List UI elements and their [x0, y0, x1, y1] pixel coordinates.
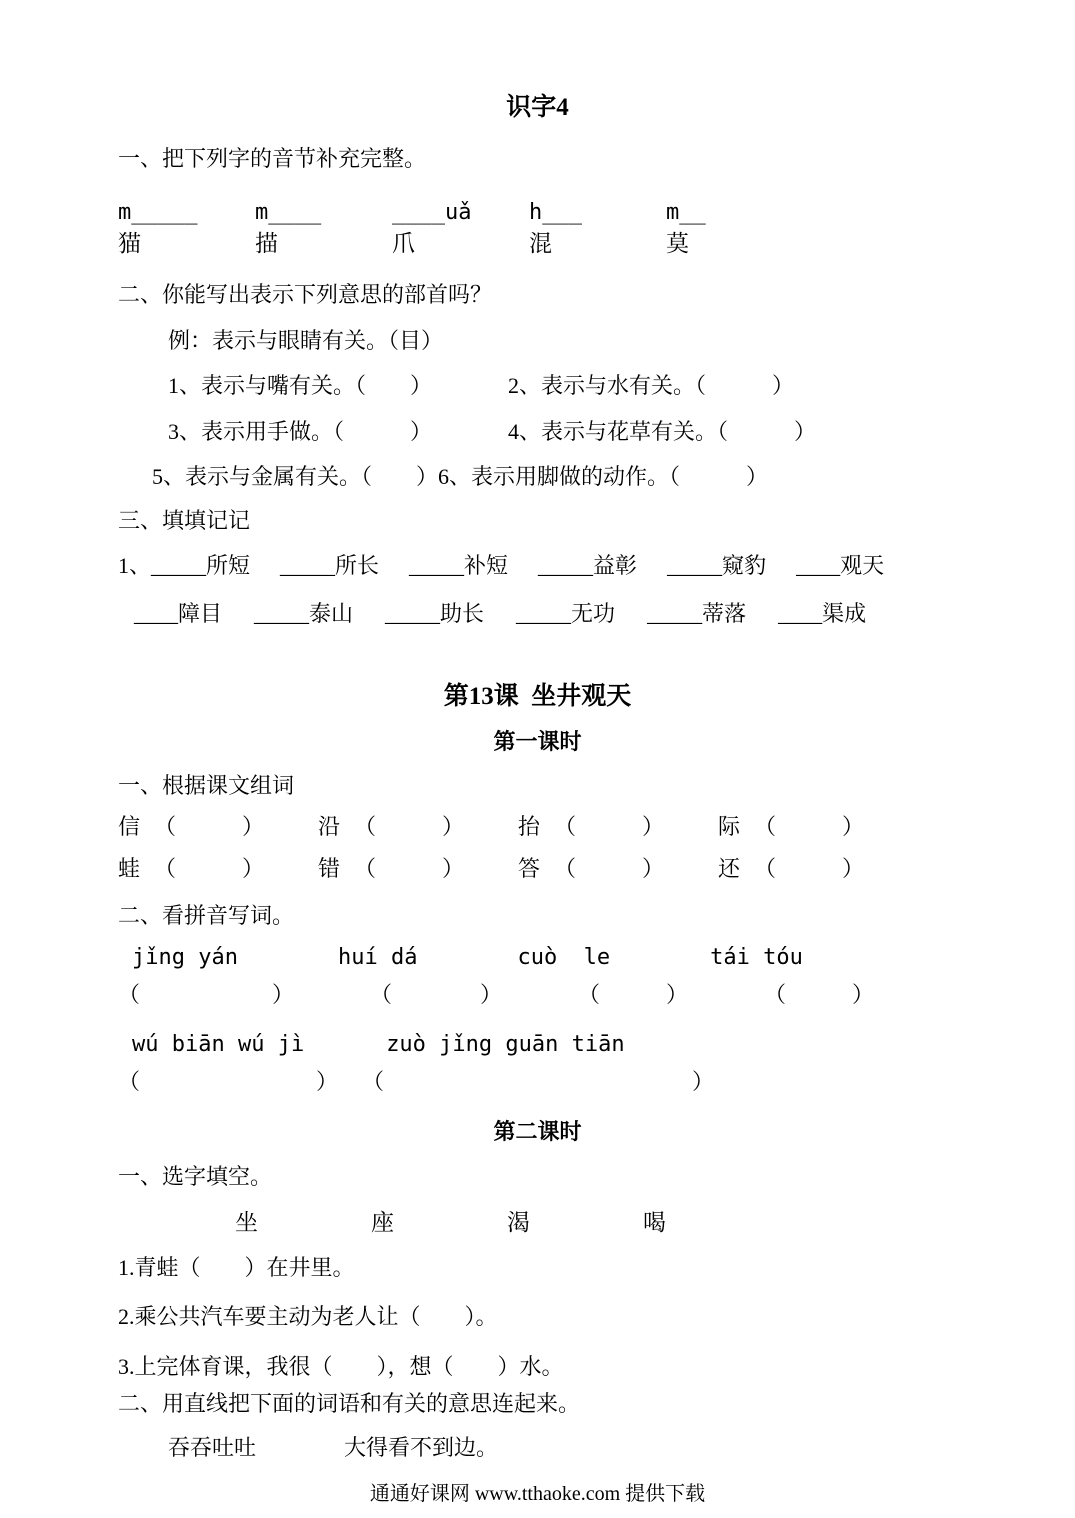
- hanzi-char: 蛙: [118, 855, 141, 881]
- hanzi-char: 沿: [318, 814, 341, 840]
- lianxian-heading: 二、用直线把下面的词语和有关的意思连起来。: [118, 1391, 581, 1416]
- hanzi-char: 信: [118, 814, 141, 840]
- pinyin-blank: m__: [666, 199, 706, 225]
- pinyin-word: zuò jǐng guān tiān: [386, 1031, 625, 1057]
- idiom-blank: _____窥豹: [667, 553, 767, 578]
- hanzi-char: 猫: [118, 231, 141, 257]
- xuanzi-question-2: 2.乘公共汽车要主动为老人让（ ）。: [118, 1304, 498, 1329]
- pinyin-blank: h___: [529, 199, 582, 225]
- lesson-title: 第13课 坐井观天: [443, 683, 632, 710]
- s2-question: 5、表示与金属有关。（ ）: [152, 464, 439, 489]
- answer-paren: （ ）: [118, 982, 295, 1008]
- xuanzi-question-1: 1.青蛙（ ）在井里。: [118, 1254, 355, 1280]
- s2-question: 6、表示用脚做的动作。（ ）: [438, 464, 769, 489]
- choice-char: 喝: [643, 1209, 666, 1235]
- answer-paren: （ ）: [754, 855, 865, 881]
- s1-pinyin-row: [118, 199, 957, 227]
- hanzi-char: 爪: [392, 231, 415, 257]
- zuci-group: [118, 813, 318, 841]
- hanzi-char: 描: [255, 231, 278, 257]
- s1-hanzi-row: [118, 230, 957, 259]
- answer-paren: （ ）: [354, 814, 465, 840]
- pinyin-row-1: [118, 944, 957, 972]
- xuanzi-heading: 一、选字填空。: [118, 1164, 273, 1190]
- period1-title: 第一课时: [493, 729, 582, 755]
- lianxian-word: 吞吞吐吐: [168, 1434, 257, 1460]
- zuci-group: [518, 855, 718, 883]
- s2-question: 1、表示与嘴有关。（ ）: [168, 373, 433, 398]
- pinyin-word: jǐng yán: [132, 944, 238, 970]
- zuci-group: [518, 813, 718, 841]
- s2-question: 3、表示用手做。（ ）: [168, 418, 433, 444]
- s2-question: 2、表示与水有关。（ ）: [508, 373, 795, 398]
- xuanzi-question-3: 3.上完体育课，我很（ ），想（ ）水。: [118, 1353, 564, 1379]
- s1-heading: 一、把下列字的音节补充完整。: [118, 146, 427, 172]
- pinyin-word: tái tóu: [710, 944, 803, 970]
- page-title: 识字4: [506, 94, 569, 121]
- hanzi-char: 错: [318, 855, 341, 881]
- answer-paren: （ ）: [354, 855, 465, 881]
- s3-heading: 三、填填记记: [118, 507, 251, 533]
- pinyin-word: wú biān wú jì: [132, 1031, 305, 1057]
- paren-row-2: [118, 1068, 957, 1096]
- period2-title: 第二课时: [493, 1118, 582, 1144]
- zuci-group: [118, 855, 318, 883]
- choice-char: 渴: [507, 1209, 530, 1235]
- pinyin-blank: m_____: [118, 199, 198, 225]
- s2-example: 例：表示与眼睛有关。（目）: [168, 327, 444, 353]
- hanzi-char: 混: [529, 231, 552, 257]
- zuci-group: [318, 813, 518, 841]
- hanzi-char: 抬: [518, 814, 541, 840]
- idiom-blank: _____所长: [280, 553, 380, 578]
- paren-row-1: [118, 981, 957, 1009]
- choice-char: 座: [371, 1209, 394, 1235]
- s2-heading: 二、你能写出表示下列意思的部首吗？: [118, 282, 493, 307]
- footer-text: 通通好课网 www.tthaoke.com 提供下载: [369, 1483, 706, 1505]
- idiom-blank: _____无功: [516, 600, 616, 626]
- s3-blanks-row-2: [118, 600, 957, 628]
- idiom-blank: _____补短: [409, 553, 509, 578]
- pinyin-word: cuò le: [517, 944, 611, 970]
- zuci-row-2: [118, 855, 957, 883]
- lianxian-meaning: 大得看不到边。: [344, 1434, 499, 1460]
- idiom-blank: ____障目: [134, 600, 223, 626]
- s2-q-row-2: [118, 418, 957, 446]
- zuci-group: [318, 855, 518, 883]
- answer-paren: （ ）: [118, 1069, 339, 1095]
- xuanzi-char-row: [118, 1209, 957, 1238]
- answer-paren: （ ）: [578, 982, 689, 1008]
- answer-paren: （ ）: [764, 982, 875, 1008]
- idiom-blank: _____助长: [385, 600, 485, 626]
- lianxian-row: [118, 1434, 957, 1462]
- s2-question: 4、表示与花草有关。（ ）: [508, 418, 817, 444]
- idiom-blank: _____益彰: [538, 553, 638, 578]
- pinyin-word: huí dá: [337, 944, 418, 970]
- idiom-blank: ____渠成: [778, 600, 867, 626]
- zuci-row-1: [118, 813, 957, 841]
- zuci-group: [718, 813, 918, 841]
- answer-paren: （ ）: [154, 855, 265, 881]
- idiom-blank: _____泰山: [254, 600, 354, 626]
- answer-paren: （ ）: [362, 1069, 715, 1095]
- idiom-blank: ____观天: [796, 553, 885, 578]
- hanzi-char: 还: [718, 855, 741, 881]
- s2-q-row-1: [118, 372, 957, 400]
- pinyin-row-2: [118, 1031, 957, 1059]
- answer-paren: （ ）: [554, 855, 665, 881]
- answer-paren: （ ）: [754, 814, 865, 840]
- pinyin-heading: 二、看拼音写词。: [118, 903, 295, 929]
- answer-paren: （ ）: [554, 814, 665, 840]
- idiom-blank: 1、_____所短: [118, 553, 251, 578]
- s3-blanks-row-1: [118, 552, 957, 580]
- pinyin-blank: ____uǎ: [392, 199, 472, 225]
- answer-paren: （ ）: [370, 982, 503, 1008]
- hanzi-char: 答: [518, 855, 541, 881]
- hanzi-char: 莫: [666, 231, 689, 257]
- zuci-group: [718, 855, 918, 883]
- idiom-blank: _____蒂落: [647, 600, 747, 626]
- answer-paren: （ ）: [154, 814, 265, 840]
- zuci-heading: 一、根据课文组词: [118, 772, 295, 798]
- pinyin-blank: m____: [255, 199, 322, 225]
- s2-q-row-3: [118, 463, 957, 491]
- hanzi-char: 际: [718, 814, 741, 840]
- choice-char: 坐: [235, 1209, 258, 1235]
